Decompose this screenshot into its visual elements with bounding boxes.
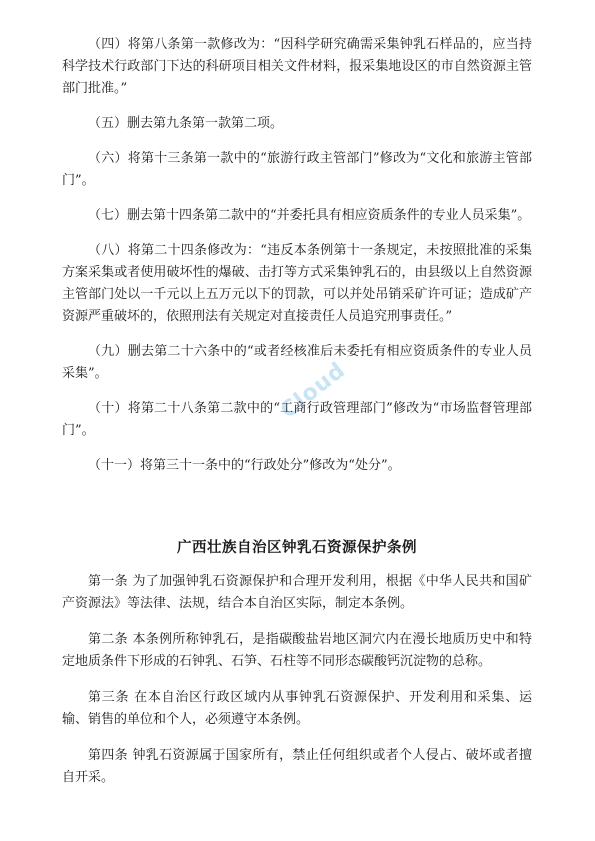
article-4: 第四条 钟乳石资源属于国家所有，禁止任何组织或者个人侵占、破坏或者擅自开采。 (62, 748, 532, 785)
article-2: 第二条 本条例所称钟乳石，是指碳酸盐岩地区洞穴内在漫长地质历史中和特定地质条件下形成的石钟乳、石笋、石柱等不同形态碳酸钙沉淀物的总称。 (62, 632, 532, 669)
watermark-text: Cloud (276, 357, 351, 424)
amendment-4: （四）将第八条第一款修改为：“因科学研究确需采集钟乳石样品的，应当持科学技术行政部门下达的科研项目相关文件材料，报采集地设区的市自然资源主管部门批准。” (62, 37, 532, 96)
amendment-7: （七）删去第十四条第二款中的“并委托具有相应资质条件的专业人员采集”。 (88, 208, 531, 223)
amendment-5: （五）删去第九条第一款第二项。 (88, 116, 284, 131)
article-1: 第一条 为了加强钟乳石资源保护和合理开发利用，根据《中华人民共和国矿产资源法》等法律、法规，结合本自治区实际，制定本条例。 (62, 574, 532, 611)
regulation-title: 广西壮族自治区钟乳石资源保护条例 (177, 539, 417, 556)
amendment-9: （九）删去第二十六条中的“或者经核准后未委托有相应资质条件的专业人员采集”。 (62, 344, 532, 381)
amendment-6: （六）将第十三条第一款中的“旅游行政主管部门”修改为“文化和旅游主管部门”。 (62, 151, 532, 188)
amendment-10: （十）将第二十八条第二款中的“工商行政管理部门”修改为“市场监督管理部门”。 (62, 401, 532, 438)
amendment-8: （八）将第二十四条修改为：“违反本条例第十一条规定，未按照批准的采集方案采集或者使用破坏性的爆破、击打等方式采集钟乳石的，由县级以上自然资源主管部门处以一千元以上五万元以下的罚款，可以并处吊销采矿许可证；造成矿产资源严重破坏的，依照刑法有关规定对直接责任人员追究刑事责任。” (62, 243, 532, 324)
article-3: 第三条 在本自治区行政区域内从事钟乳石资源保护、开发利用和采集、运输、销售的单位和个人，必须遵守本条例。 (62, 690, 532, 727)
document-body (62, 34, 532, 789)
amendment-11: （十一）将第三十一条中的“行政处分”修改为“处分”。 (88, 458, 401, 473)
